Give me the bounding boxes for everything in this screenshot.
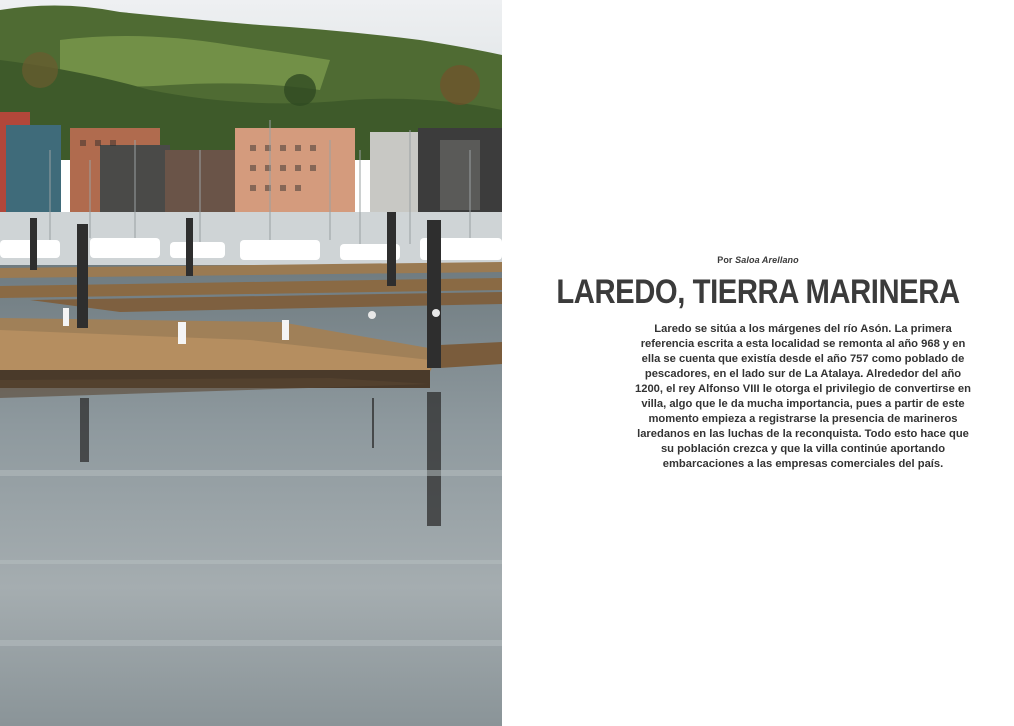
harbor-photo-illustration	[0, 0, 502, 726]
town-buildings	[0, 112, 502, 222]
article-body: Laredo se sitúa a los márgenes del río Asón. La primera referencia escrita a esta localidad se remonta al año 968 y en ella se cuenta que existía desde el año 757 como poblado de pescadores, en el lado sur de La Atalaya. Alrededor del año 1200, el rey Alfonso VIII le otorga el privilegio de convertirse en villa, algo que le da mucha importancia, pues a partir de este momento empieza a registrarse la presencia de marineros laredanos en las luchas de la reconquista. Todo esto hace que su población crezca y que la villa continúe aportando embarcaciones a las empresas comerciales del país.	[635, 323, 971, 470]
byline-author: Saloa Arellano	[735, 255, 799, 265]
article-panel	[502, 0, 1014, 726]
byline	[502, 255, 1014, 265]
article-title: LAREDO, TIERRA MARINERA	[556, 273, 960, 311]
byline-prefix: Por	[717, 255, 733, 265]
harbor-photo	[0, 0, 502, 726]
